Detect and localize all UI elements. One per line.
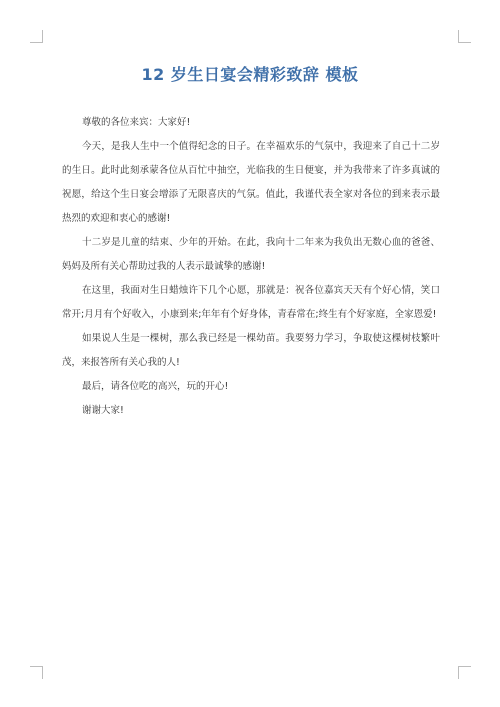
paragraph-opening: 今天，是我人生中一个值得纪念的日子。在幸福欢乐的气氛中，我迎来了自己十二岁的生日。此时此刻承蒙各位从百忙中抽空，光临我的生日便宴，并为我带来了许多真诚的祝愿，给这个生日宴会增添了无限喜庆的气氛。值此，我谨代表全家对各位的到来表示最热烈的欢迎和衷心的感谢! <box>62 141 440 224</box>
salutation-paragraph: 尊敬的各位来宾：大家好! <box>82 117 191 128</box>
paragraph-closing: 最后，请各位吃的高兴，玩的开心! <box>82 381 229 392</box>
paragraph-gratitude: 十二岁是儿童的结束、少年的开始。在此，我向十二年来为我负出无数心血的爸爸、妈妈及所有关心帮助过我的人表示最诚挚的感谢! <box>62 237 440 272</box>
paragraph-aspiration: 如果说人生是一棵树，那么我已经是一棵幼苗。我要努力学习，争取使这棵树枝繁叶茂，来报答所有关心我的人! <box>62 333 440 368</box>
crop-mark-top-left <box>30 30 43 43</box>
crop-mark-bottom-right <box>458 666 471 679</box>
crop-mark-bottom-left <box>30 666 43 679</box>
crop-mark-top-right <box>458 30 471 43</box>
paragraph-wishes: 在这里，我面对生日蜡烛许下几个心愿，那就是：祝各位嘉宾天天有个好心情，笑口常开;月月有个好收入，小康到来;年年有个好身体，青春常在;终生有个好家庭，全家恩爱! <box>62 285 440 320</box>
document-body <box>62 111 440 423</box>
paragraph-thanks: 谢谢大家! <box>82 405 124 416</box>
document-title: 12 岁生日宴会精彩致辞 模板 <box>141 65 359 84</box>
